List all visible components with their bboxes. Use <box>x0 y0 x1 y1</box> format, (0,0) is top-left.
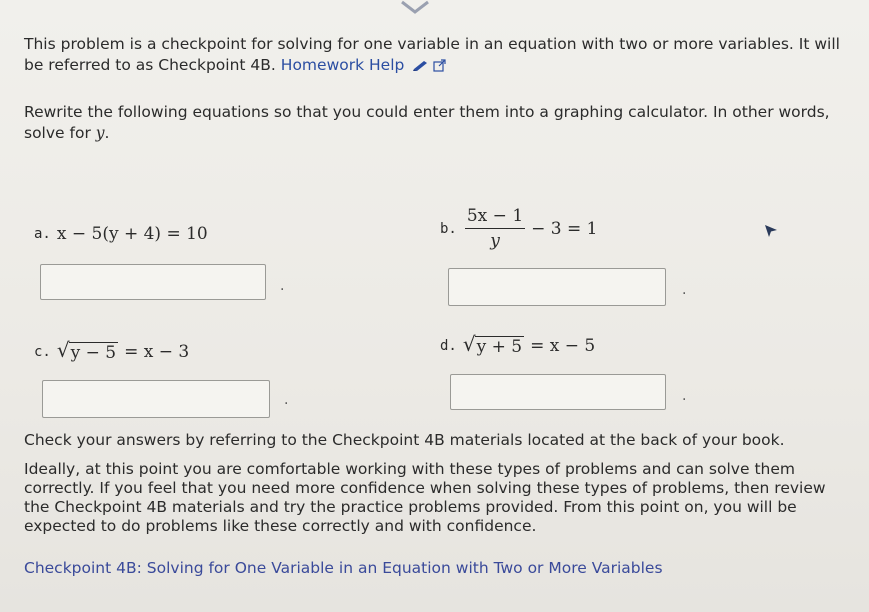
denominator: y <box>490 231 500 251</box>
instructions-end: . <box>104 124 110 142</box>
period: . <box>682 282 687 298</box>
square-root: √ y + 5 <box>462 332 523 357</box>
checkpoint-footer-title[interactable]: Checkpoint 4B: Solving for One Variable in an Equation with Two or More Variables <box>24 559 663 577</box>
period: . <box>682 388 687 404</box>
instructions-text: Rewrite the following equations so that you could enter them into a graphing calculator. In other words, solve for <box>24 103 830 142</box>
solve-variable: y <box>95 124 105 142</box>
equation: x − 5(y + 4) = 10 <box>56 224 208 244</box>
instructions-paragraph <box>24 102 844 144</box>
problem-c <box>34 340 189 363</box>
problem-letter: d. <box>440 337 457 354</box>
problem-letter: c. <box>34 343 51 360</box>
answer-input-a[interactable] <box>40 264 266 300</box>
answer-input-c[interactable] <box>42 380 270 418</box>
mouse-pointer-icon <box>764 224 778 238</box>
intro-text: This problem is a checkpoint for solving for one variable in an equation with two or more variables. It will be referred to as Checkpoint 4B. <box>24 35 840 74</box>
equation-rest: = x − 5 <box>530 335 596 356</box>
radicand: y + 5 <box>476 337 523 357</box>
problem-letter: a. <box>34 226 51 242</box>
intro-paragraph <box>24 34 844 76</box>
answer-input-b[interactable] <box>448 268 666 306</box>
problem-a <box>34 224 208 244</box>
external-link-icon[interactable] <box>433 59 446 72</box>
square-root: √ y − 5 <box>56 338 117 363</box>
check-answers-text: Check your answers by referring to the Checkpoint 4B materials located at the back of your book. <box>24 431 785 449</box>
radicand: y − 5 <box>70 343 117 363</box>
ideally-paragraph: Ideally, at this point you are comfortable working with these types of problems and can solve them correctly. If you feel that you need more confidence when solving these types of problems, then review the Checkpoint 4B materials and try the practice problems provided. From this point on, you will be expected to do problems like these correctly and with confidence. <box>24 460 826 535</box>
fraction <box>465 206 525 251</box>
equation-rest: = x − 3 <box>124 341 190 362</box>
problem-d <box>440 334 595 357</box>
homework-help-link[interactable]: Homework Help <box>280 56 405 74</box>
period: . <box>284 392 289 408</box>
chevron-down-icon[interactable] <box>400 0 430 14</box>
period: . <box>280 278 285 294</box>
equation-rest: − 3 = 1 <box>531 218 598 239</box>
numerator: 5x − 1 <box>465 206 525 229</box>
problem-b <box>440 206 597 251</box>
answer-input-d[interactable] <box>450 374 666 410</box>
problem-letter: b. <box>440 220 457 237</box>
pencil-icon[interactable] <box>413 59 429 71</box>
